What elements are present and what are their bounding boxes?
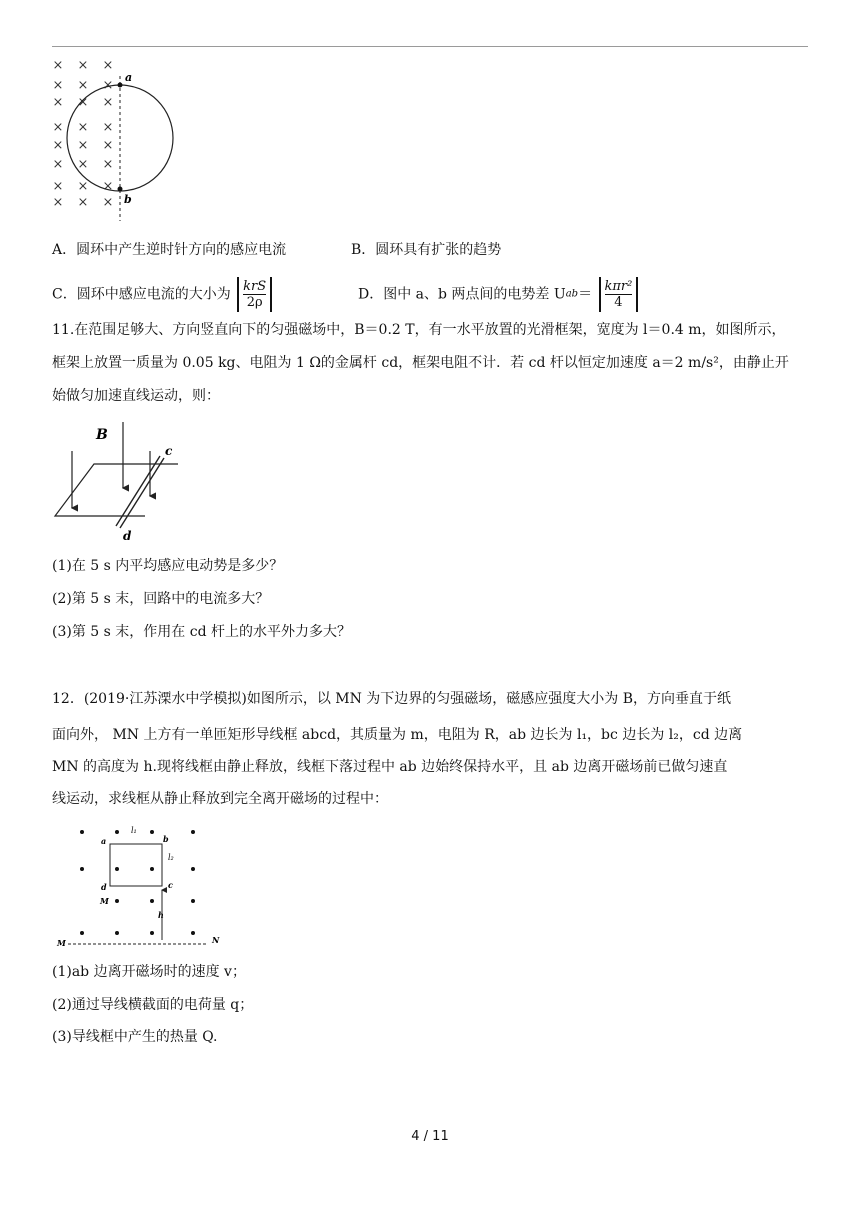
rod-d-label: d <box>123 529 132 540</box>
field-cross: × <box>102 195 114 210</box>
corner-d-label: d <box>101 882 107 892</box>
l1-label: l₁ <box>131 826 137 835</box>
height-h-label: h <box>158 910 164 920</box>
option-d-fraction: $\frac{\text{kπr²}}{4}$ <box>599 279 639 310</box>
q12-text-line: MN 的高度为 h.现将线框由静止释放，线框下落过程中 ab 边始终保持水平，且 ab 边离开磁场前已做匀速直 <box>52 759 728 775</box>
field-cross: × <box>52 195 64 210</box>
sliding-rod-figure <box>50 418 185 540</box>
q12-text-line: 线运动，求线框从静止释放到完全离开磁场的过程中： <box>52 791 388 807</box>
field-cross: × <box>52 157 64 172</box>
boundary-n-label: N <box>212 935 220 945</box>
field-cross: × <box>52 179 64 194</box>
option-d: D．图中 a、b 两点间的电势差 Uab＝ $\frac{\text{kπr²}}{4}$ <box>358 279 640 309</box>
field-cross: × <box>77 157 89 172</box>
field-cross: × <box>102 58 114 73</box>
point-b-label: b <box>124 193 132 206</box>
q11-sub1: (1)在 5 s 内平均感应电动势是多少？ <box>52 558 284 574</box>
field-cross: × <box>77 138 89 153</box>
field-cross: × <box>77 179 89 194</box>
q12-sub2: (2)通过导线横截面的电荷量 q； <box>52 997 254 1013</box>
field-cross: × <box>52 58 64 73</box>
point-a-label: a <box>125 71 133 84</box>
field-cross: × <box>77 95 89 110</box>
field-cross: × <box>102 95 114 110</box>
m-upper-label: M <box>100 896 109 906</box>
field-cross: × <box>102 120 114 135</box>
q12-text-line: 面向外， MN 上方有一单匝矩形导线框 abcd，其质量为 m，电阻为 R，ab 边长为 l₁，bc 边长为 l₂，cd 边离 <box>52 727 743 743</box>
q11-text-line: 框架上放置一质量为 0.05 kg、电阻为 1 Ω的金属杆 cd，框架电阻不计．若 cd 杆以恒定加速度 a＝2 m/s²，由静止开 <box>52 355 789 371</box>
option-c-fraction: $\frac{\text{krS}}{2\rho}$ <box>237 279 272 310</box>
option-a: A．圆环中产生逆时针方向的感应电流 <box>52 242 287 258</box>
field-cross: × <box>52 138 64 153</box>
q12-sub1: (1)ab 边离开磁场时的速度 v； <box>52 964 246 980</box>
boundary-m-label: M <box>57 938 66 948</box>
field-cross: × <box>52 120 64 135</box>
field-cross: × <box>102 78 114 93</box>
q11-text-line: 11.在范围足够大、方向竖直向下的匀强磁场中，B＝0.2 T，有一水平放置的光滑框架，宽度为 l＝0.4 m，如图所示， <box>52 322 786 338</box>
q11-sub2: (2)第 5 s 末，回路中的电流多大？ <box>52 591 270 607</box>
field-cross: × <box>77 195 89 210</box>
q12-sub3: (3)导线框中产生的热量 Q. <box>52 1029 218 1045</box>
header-rule <box>52 46 808 47</box>
corner-a-label: a <box>101 836 107 846</box>
field-cross: × <box>102 138 114 153</box>
option-c: C．圆环中感应电流的大小为 $\frac{\text{krS}}{2\rho}$ <box>52 279 274 309</box>
field-cross: × <box>77 78 89 93</box>
field-cross: × <box>52 78 64 93</box>
rod-c-label: c <box>165 444 173 458</box>
field-cross: × <box>52 95 64 110</box>
field-b-label: B <box>96 427 108 443</box>
field-cross: × <box>102 179 114 194</box>
corner-c-label: c <box>168 880 173 890</box>
frame-field-figure <box>52 820 232 952</box>
q11-text-line: 始做匀加速直线运动，则： <box>52 388 220 404</box>
q12-text-line: 12．(2019·江苏溧水中学模拟)如图所示，以 MN 为下边界的匀强磁场，磁感应强度大小为 B，方向垂直于纸 <box>52 691 732 707</box>
option-b: B．圆环具有扩张的趋势 <box>351 242 502 258</box>
l2-label: l₂ <box>168 853 174 862</box>
q11-sub3: (3)第 5 s 末，作用在 cd 杆上的水平外力多大？ <box>52 624 351 640</box>
ring-field-figure <box>45 56 185 224</box>
field-cross: × <box>77 58 89 73</box>
corner-b-label: b <box>163 834 169 844</box>
field-cross: × <box>102 157 114 172</box>
field-cross: × <box>77 120 89 135</box>
page-number: 4 / 11 <box>411 1129 449 1144</box>
